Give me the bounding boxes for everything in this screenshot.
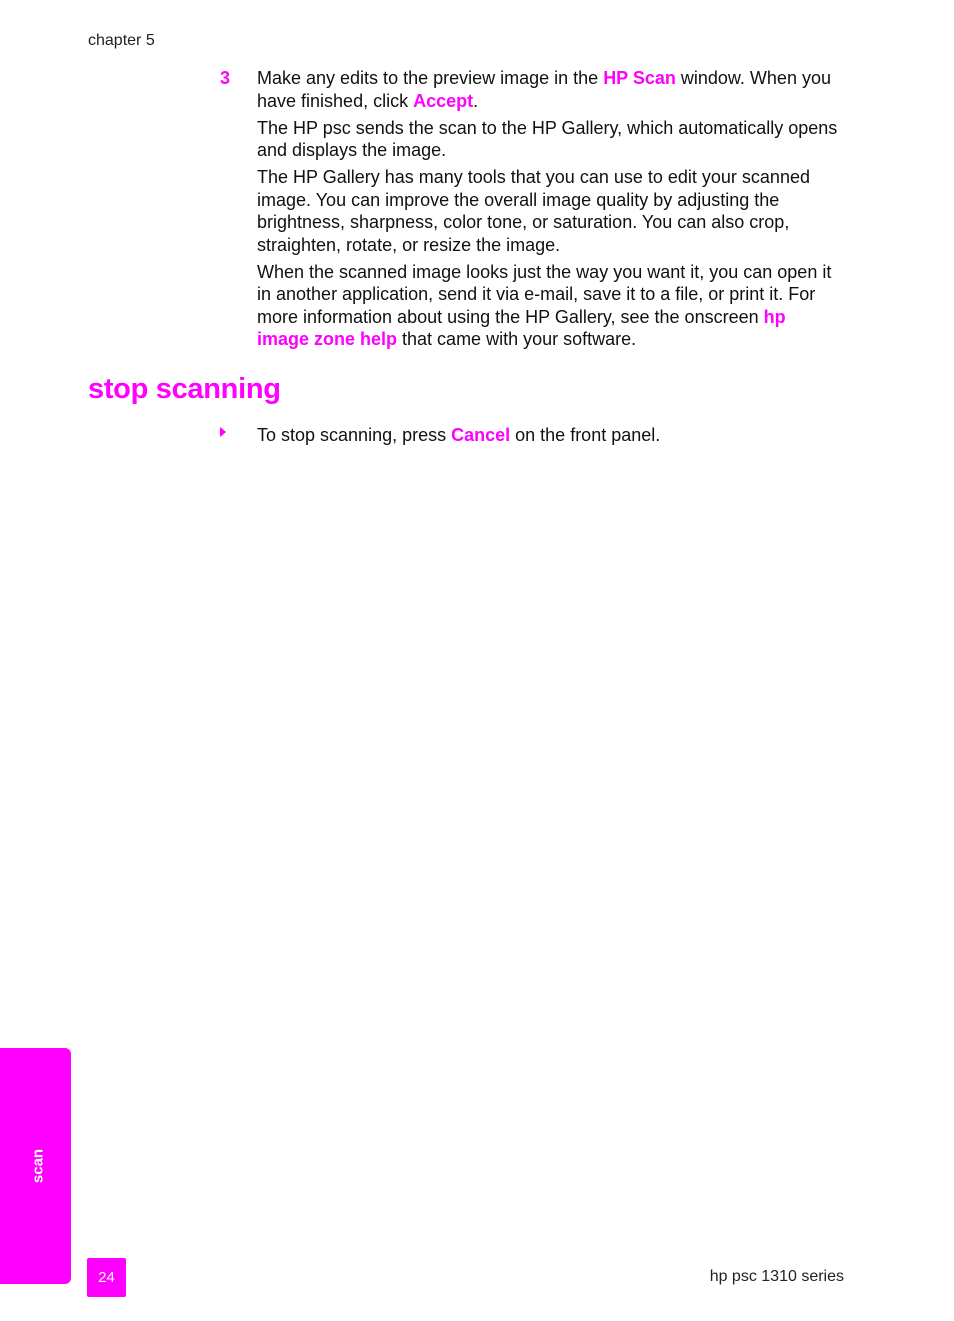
hp-image-zone-help-link[interactable]: hp image zone help xyxy=(257,306,786,349)
stop-text-a: To stop scanning, press xyxy=(257,425,452,445)
gallery-paragraph: The HP psc sends the scan to the HP Gallery, which automatically opens and displays the image. xyxy=(257,117,838,160)
step-3-content xyxy=(257,67,842,355)
step-number: 3 xyxy=(220,68,231,88)
bullet-arrow-icon xyxy=(220,427,226,437)
stop-scanning-instruction xyxy=(257,424,842,451)
stop-text-b: on the front panel. xyxy=(510,425,661,445)
cancel-keyword: Cancel xyxy=(451,425,511,445)
side-tab-label: scan xyxy=(29,1148,47,1184)
product-name: hp psc 1310 series xyxy=(709,1268,844,1285)
hp-scan-keyword: HP Scan xyxy=(603,68,676,88)
open-text-b: that came with your software. xyxy=(397,329,637,349)
section-heading: stop scanning xyxy=(88,373,281,405)
accept-keyword: Accept xyxy=(413,90,474,111)
step-3-text-a: Make any edits to the preview image in the xyxy=(257,68,604,88)
tools-paragraph: The HP Gallery has many tools that you can use to edit your scanned image. You can improve the overall image quality by adjusting the brightness, sharpness, color tone, or saturation. You can also crop, straighten, rotate, or resize the image. xyxy=(257,167,810,255)
step-3-text-c: . xyxy=(473,90,479,111)
step-3-text-b: window. When you have finished, click xyxy=(257,68,831,111)
chapter-header: chapter 5 xyxy=(88,32,155,49)
page-number: 24 xyxy=(87,1258,126,1297)
open-text-a: When the scanned image looks just the way you want it, you can open it in another application, send it via e-mail, save it to a file, or print it. For more information about using the HP Gallery, see the onscreen xyxy=(257,261,832,327)
step-3-instruction xyxy=(257,67,842,112)
open-paragraph xyxy=(257,261,842,351)
